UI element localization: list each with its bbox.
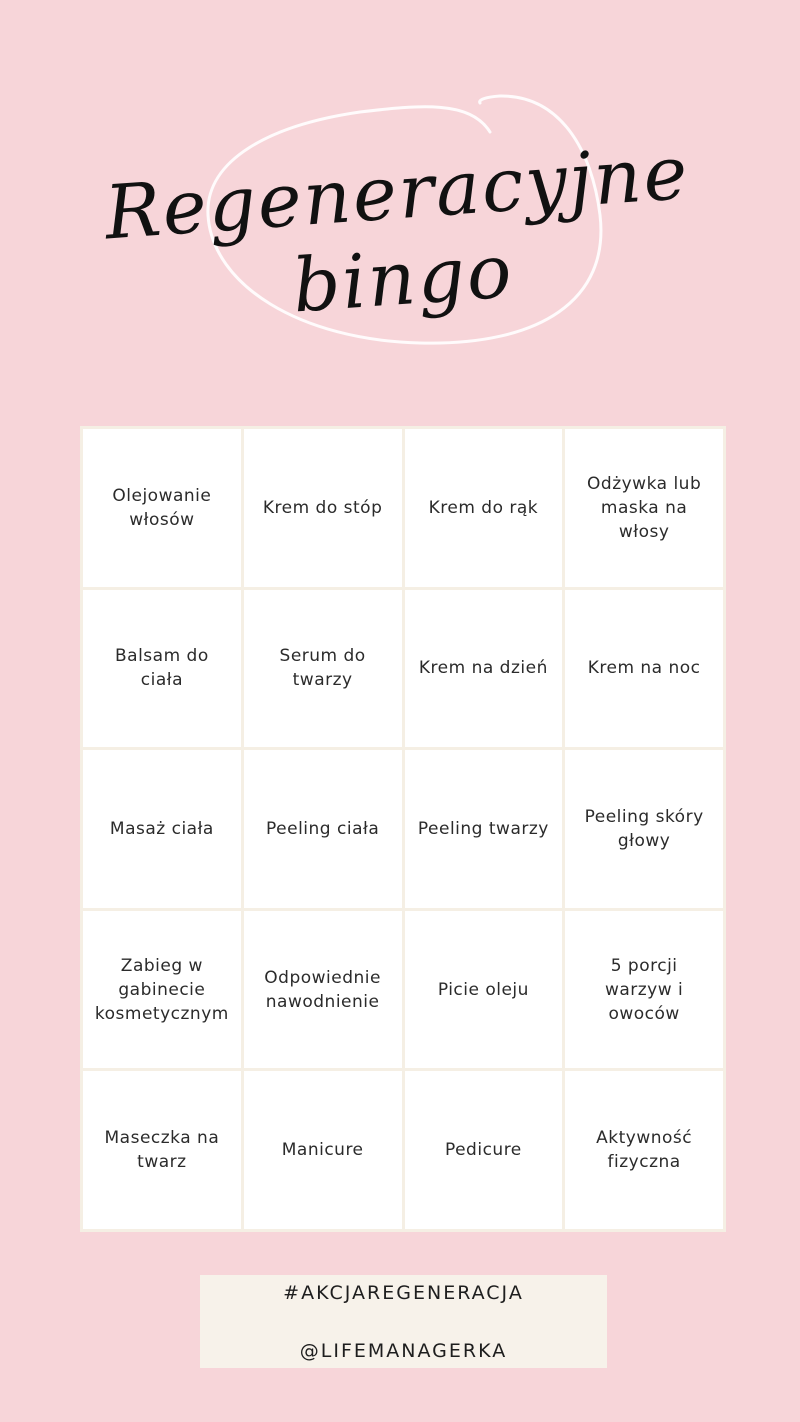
title-area: [0, 0, 800, 400]
bingo-cell: [565, 911, 723, 1069]
bingo-cell-label: Peeling ciała: [266, 818, 380, 839]
bingo-cell: [565, 750, 723, 908]
bingo-cell: [565, 429, 723, 587]
bingo-cell: [405, 911, 563, 1069]
bingo-cell-label: 5 porcji warzyw i owoców: [604, 955, 684, 1024]
bingo-cell-label: Olejowanie włosów: [112, 485, 212, 530]
bingo-cell: [405, 590, 563, 748]
bingo-grid: [80, 426, 726, 1232]
bingo-cell-label: Odpowiednie nawodnienie: [264, 967, 381, 1012]
bingo-cell: [83, 750, 241, 908]
bingo-cell: [83, 429, 241, 587]
bingo-cell: [405, 750, 563, 908]
bingo-cell: [244, 1071, 402, 1229]
hashtag: #AKCJAREGENERACJA: [283, 1282, 524, 1304]
bingo-cell: [565, 1071, 723, 1229]
bingo-cell-label: Aktywność fizyczna: [596, 1128, 693, 1173]
bingo-cell-label: Krem na dzień: [418, 658, 548, 679]
bingo-cell-label: Masaż ciała: [109, 818, 214, 839]
bingo-cell-label: Peeling skóry głowy: [584, 806, 704, 851]
bingo-cell: [405, 429, 563, 587]
bingo-cell: [244, 590, 402, 748]
bingo-cell: [83, 911, 241, 1069]
bingo-cell-label: Krem do stóp: [262, 497, 383, 518]
bingo-cell: [83, 590, 241, 748]
bingo-cell-label: Pedicure: [444, 1140, 522, 1161]
social-handle: @LIFEMANAGERKA: [299, 1340, 508, 1362]
bingo-cell: [244, 750, 402, 908]
bingo-cell-label: Serum do twarzy: [279, 646, 366, 691]
bingo-cell-label: Picie oleju: [437, 979, 529, 1000]
bingo-cell: [244, 911, 402, 1069]
page-title: Regeneracyjne bingo: [102, 129, 692, 330]
bingo-cell-label: Odżywka lub maska na włosy: [587, 473, 702, 542]
bingo-cell-label: Balsam do ciała: [115, 646, 209, 691]
bingo-cell: [405, 1071, 563, 1229]
bingo-cell: [244, 429, 402, 587]
bingo-cell-label: Zabieg w gabinecie kosmetycznym: [94, 955, 229, 1024]
bingo-cell-label: Krem na noc: [587, 658, 701, 679]
bingo-cell: [565, 590, 723, 748]
bingo-cell-label: Peeling twarzy: [417, 818, 549, 839]
bingo-cell-label: Manicure: [281, 1140, 364, 1161]
bingo-cell-label: Krem do rąk: [428, 497, 539, 518]
bingo-cell: [83, 1071, 241, 1229]
footer-box: [200, 1275, 607, 1368]
bingo-cell-label: Maseczka na twarz: [104, 1128, 220, 1173]
